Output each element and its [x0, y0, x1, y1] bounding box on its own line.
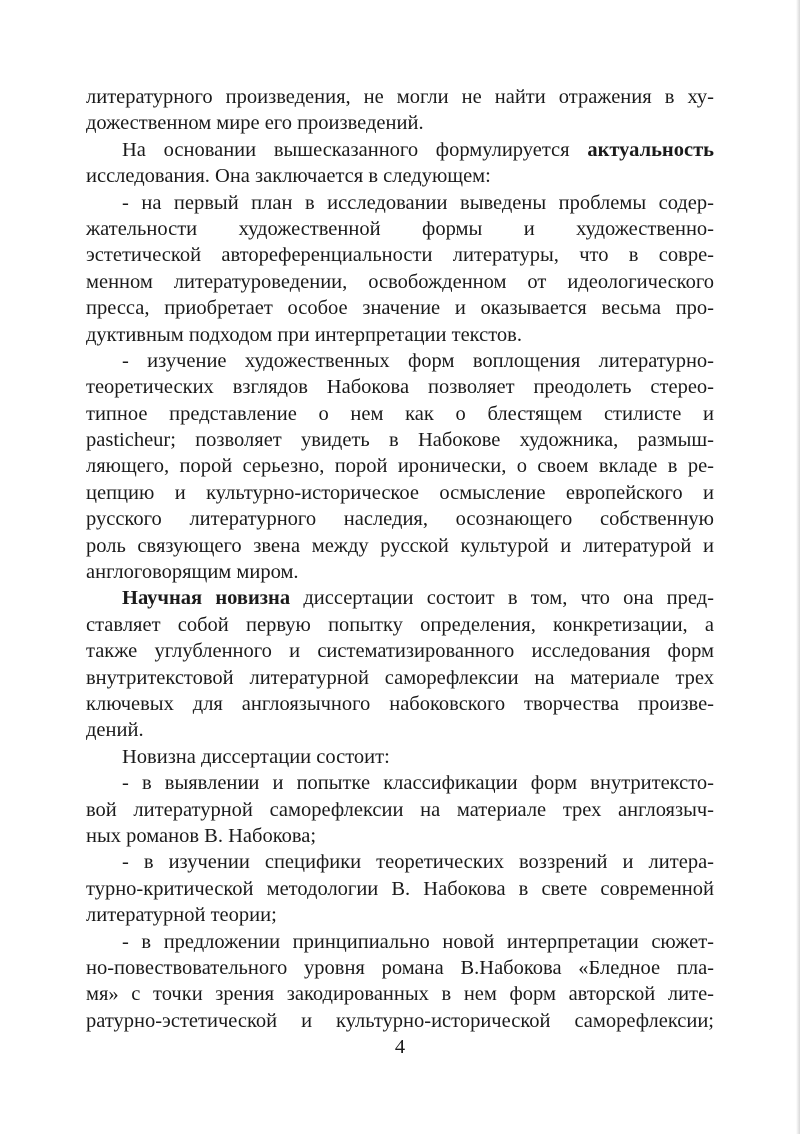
- text-line: русского литературного наследия, осознающего собственную: [86, 508, 714, 531]
- text-line: - изучение художественных форм воплощения литературно-: [122, 349, 714, 372]
- text-line: ратурно-эстетической и культурно-исторической саморефлексии;: [86, 1009, 714, 1032]
- text-line: ляющего, порой серьезно, порой иронически, о своем вкладе в ре-: [86, 455, 714, 478]
- text-line: эстетической автореференциальности литературы, что в совре-: [86, 244, 714, 267]
- text-line: пресса, приобретает особое значение и оказывается весьма про-: [86, 297, 714, 320]
- text-line: pasticheur; позволяет увидеть в Набокове художника, размыш-: [86, 429, 714, 452]
- term-aktualnost: актуальность: [587, 138, 714, 161]
- text-line: ставляет собой первую попытку определения, конкретизации, а: [86, 613, 714, 636]
- text-line: мя» с точки зрения закодированных в нем форм авторской лите-: [86, 983, 714, 1006]
- text-line: На основании вышесказанного формулируется актуальность: [122, 138, 714, 161]
- text-line: ных романов В. Набокова;: [86, 824, 317, 847]
- text-line: ключевых для англоязычного набоковского творчества произве-: [86, 692, 714, 715]
- text-line: жательности художественной формы и художественно-: [86, 217, 714, 240]
- text-line: роль связующего звена между русской культурой и литературой и: [86, 534, 714, 557]
- text-line: - в выявлении и попытке классификации форм внутритексто-: [122, 772, 714, 795]
- text-line: - в предложении принципиально новой интерпретации сюжет-: [122, 930, 714, 953]
- text-line: но-повествовательного уровня романа В.Набокова «Бледное пла-: [86, 956, 714, 979]
- text-line: англоговорящим миром.: [86, 561, 299, 584]
- text-line: дений.: [86, 719, 144, 742]
- text-line: дожественном мире его произведений.: [86, 112, 424, 135]
- text-line: Научная новизна диссертации состоит в том, что она пред-: [122, 587, 714, 610]
- body-text: [86, 84, 714, 1034]
- text-line: литературной теории;: [86, 904, 277, 927]
- text-line: Новизна диссертации состоит:: [122, 745, 390, 768]
- text-line: типное представление о нем как о блестящем стилисте и: [86, 402, 714, 425]
- text-line: цепцию и культурно-историческое осмысление европейского и: [86, 481, 714, 504]
- page-edge-shadow: [796, 0, 800, 1134]
- text-line: менном литературоведении, освобожденном от идеологического: [86, 270, 714, 293]
- text-line: внутритекстовой литературной саморефлексии на материале трех: [86, 666, 714, 689]
- text-line: теоретических взглядов Набокова позволяет преодолеть стерео-: [86, 376, 714, 399]
- text-line: турно-критической методологии В. Набокова в свете современной: [86, 877, 714, 900]
- text-line: также углубленного и систематизированного исследования форм: [86, 640, 714, 663]
- text-line: исследования. Она заключается в следующем:: [86, 165, 491, 188]
- text-line: - на первый план в исследовании выведены проблемы содер-: [122, 191, 714, 214]
- term-nauchnaya-novizna: Научная новизна: [122, 587, 291, 610]
- text-line: дуктивным подходом при интерпретации текстов.: [86, 323, 522, 346]
- text-line: - в изучении специфики теоретических воззрений и литера-: [122, 851, 714, 874]
- text-line: вой литературной саморефлексии на материале трех англоязыч-: [86, 798, 714, 821]
- page-number: 4: [394, 1036, 406, 1058]
- text-line: литературного произведения, не могли не найти отражения в ху-: [86, 86, 714, 108]
